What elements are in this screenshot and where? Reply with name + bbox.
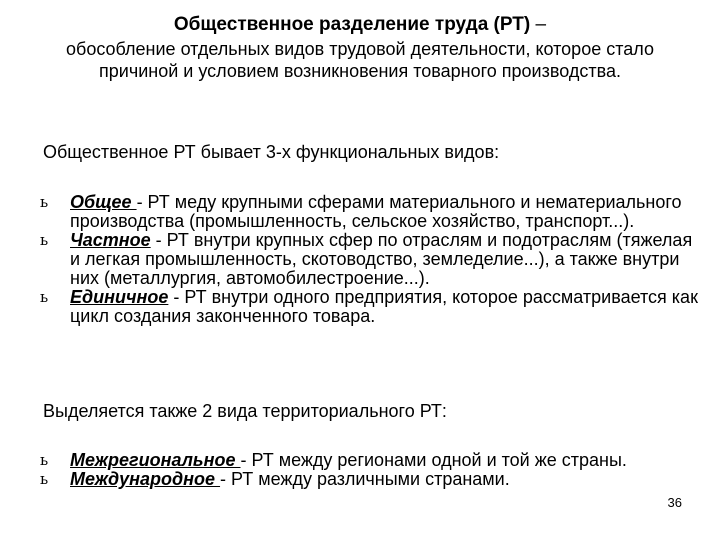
term-international: Международное [70,469,221,489]
title-definition: обособление отдельных видов трудовой деятельности, которое стало причиной и условием возникновения товарного производства. [66,39,654,81]
bullet-icon: ь [40,231,49,249]
slide-header [40,14,680,82]
title-term: Общественное разделение труда (РТ) [173,14,531,35]
term-description: - РТ меду крупными сферами материального и нематериального производства (промышленность, сельское хозяйство, транспорт...). [70,192,682,231]
term-general: Общее [70,192,137,212]
list-item [40,193,700,231]
page-number: 36 [667,495,682,510]
term-interregional: Межрегиональное [70,450,241,470]
slide-title [40,14,680,36]
term-description: - РТ внутри крупных сфер по отраслям и подотраслям (тяжелая и легкая промышленность, скотоводство, земледелие...), а также внутри них (металлургия, автомобилестроение...). [70,230,693,288]
term-description: - РТ между регионами одной и той же страны. [240,450,627,470]
bullet-icon: ь [40,451,49,469]
title-dash: – [530,14,547,35]
territorial-types-list [40,451,700,489]
list-item [40,451,700,470]
list-item [40,231,700,288]
bullet-icon: ь [40,193,49,211]
bullet-icon: ь [40,288,49,306]
list-item [40,288,700,326]
term-description: - РТ между различными странами. [220,469,510,489]
intro-functional-types: Общественное РТ бывает 3-х функциональных видов: [43,142,500,162]
term-description: - РТ внутри одного предприятия, которое рассматривается как цикл создания законченного товара. [70,287,698,326]
bullet-icon: ь [40,470,49,488]
term-single: Единичное [70,287,169,307]
functional-types-list [40,193,700,326]
list-item [40,470,700,489]
term-particular: Частное [70,230,151,250]
intro-territorial-types: Выделяется также 2 вида территориального РТ: [43,401,447,421]
